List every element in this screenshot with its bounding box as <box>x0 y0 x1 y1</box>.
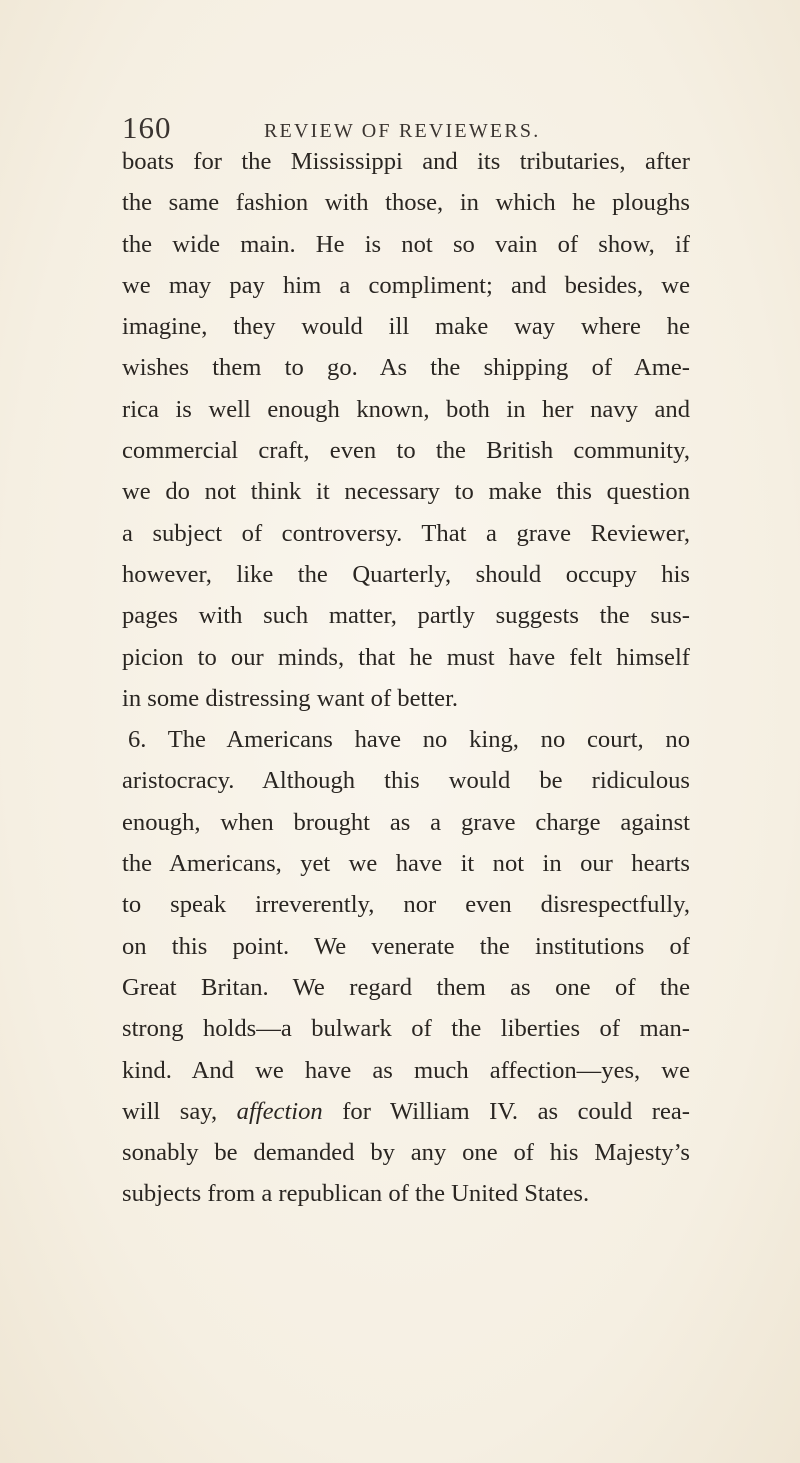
running-title: REVIEW OF REVIEWERS. <box>264 120 541 142</box>
text-line: strong holds—a bulwark of the liberties of man- <box>122 1015 690 1043</box>
text-line: enough, when brought as a grave charge against <box>122 808 690 836</box>
text-line: we may pay him a compliment; and besides, we <box>122 271 690 299</box>
text-line: on this point. We venerate the institutions of <box>122 932 690 960</box>
text-segment: will say, <box>122 1097 237 1125</box>
text-line: to speak irreverently, nor even disrespectfully, <box>122 891 690 919</box>
italic-word: affection <box>236 1097 323 1125</box>
text-line: subjects from a republican of the United States. <box>122 1180 590 1208</box>
text-line: we do not think it necessary to make this question <box>122 478 690 506</box>
text-line: aristocracy. Although this would be ridiculous <box>122 767 690 795</box>
text-line: kind. And we have as much affection—yes, we <box>122 1056 690 1084</box>
text-segment: for William IV. as could rea- <box>322 1097 690 1125</box>
text-line: in some distressing want of better. <box>122 684 459 712</box>
text-line: picion to our minds, that he must have felt himself <box>122 643 690 671</box>
text-line: rica is well enough known, both in her navy and <box>122 395 690 423</box>
paragraph-start-line: 6. The Americans have no king, no court, no <box>128 726 690 754</box>
text-line: a subject of controversy. That a grave Reviewer, <box>122 519 690 547</box>
text-line: the Americans, yet we have it not in our hearts <box>122 850 690 878</box>
text-line: boats for the Mississippi and its tributaries, after <box>122 148 690 175</box>
text-line: Great Britan. We regard them as one of the <box>122 973 690 1001</box>
text-line: pages with such matter, partly suggests the sus- <box>122 602 690 630</box>
text-line: the wide main. He is not so vain of show, if <box>122 230 690 258</box>
text-line: commercial craft, even to the British community, <box>122 437 690 465</box>
text-line: wishes them to go. As the shipping of Ame- <box>122 354 690 382</box>
text-line-with-italic <box>122 1091 690 1132</box>
text-line: sonably be demanded by any one of his Majesty’s <box>122 1139 690 1167</box>
page-header <box>122 106 682 146</box>
body-text <box>122 141 690 1215</box>
page-number: 160 <box>122 110 172 145</box>
text-line: imagine, they would ill make way where he <box>122 313 690 341</box>
text-line: the same fashion with those, in which he ploughs <box>122 189 690 217</box>
text-line: however, like the Quarterly, should occupy his <box>122 560 690 588</box>
